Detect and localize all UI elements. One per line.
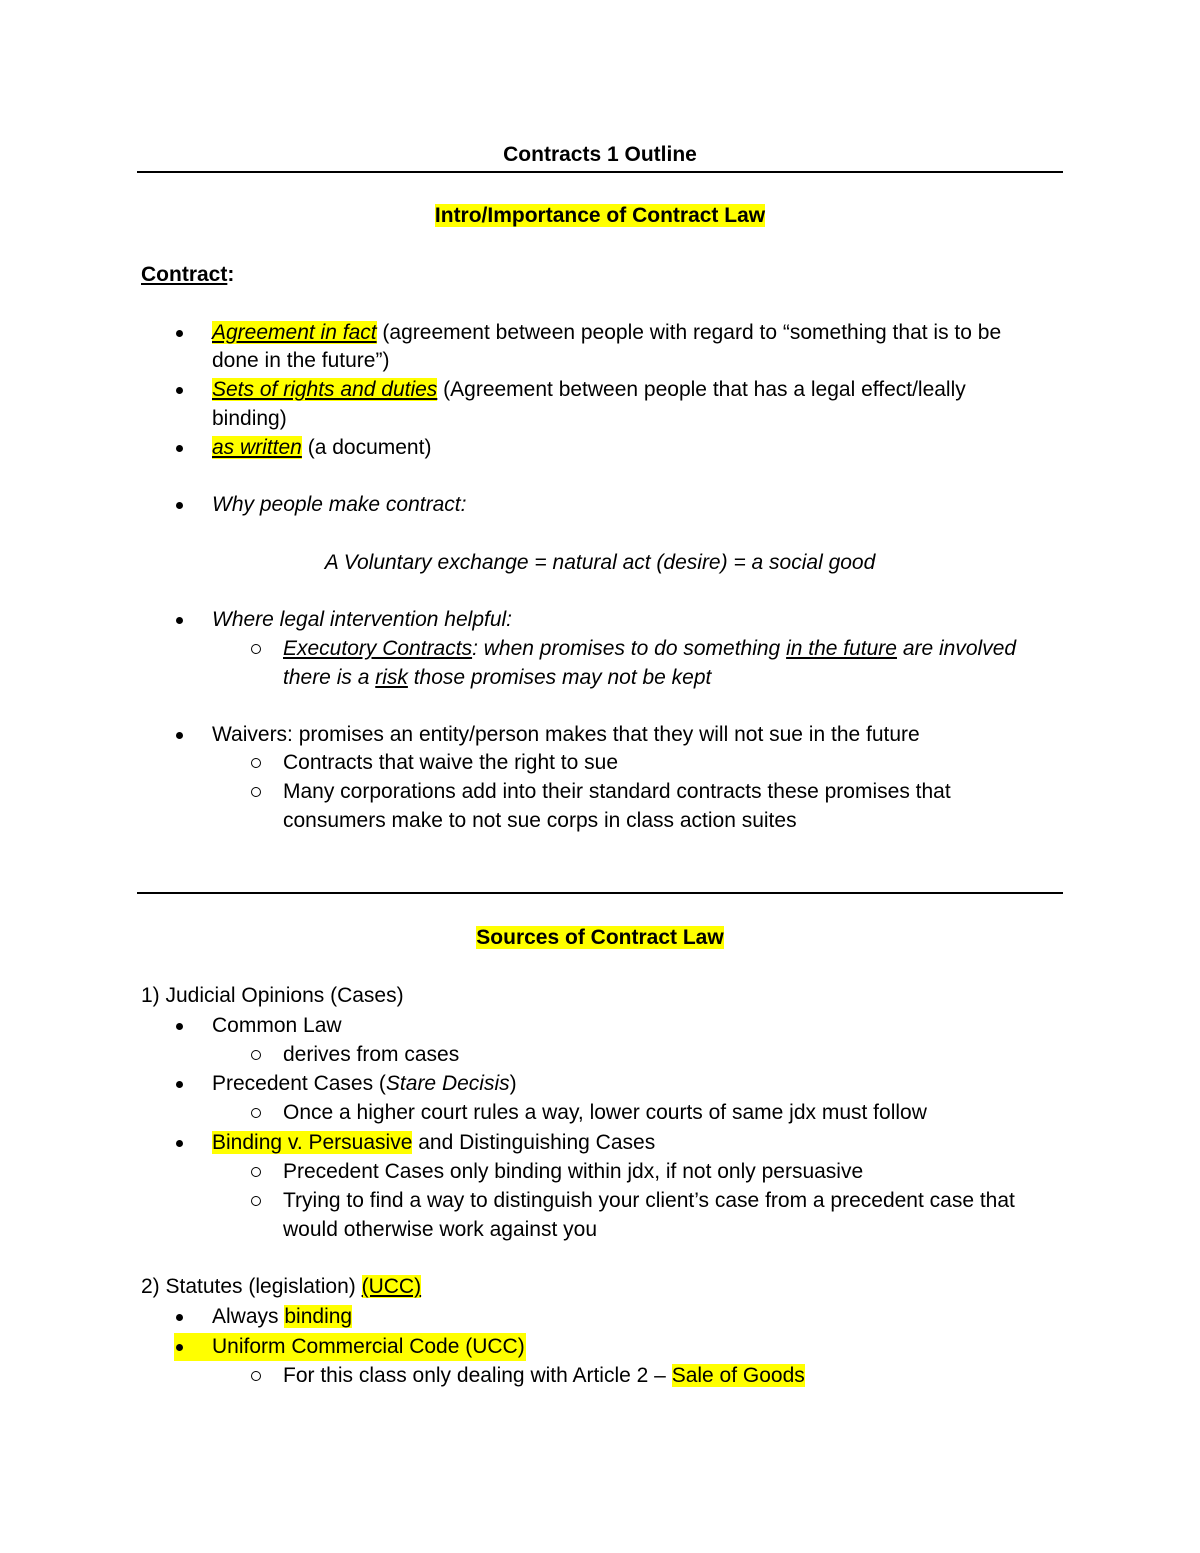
list-item: Agreement in fact (agreement between people with regard to “something that is to be bbox=[212, 321, 1002, 344]
sub-heading-statutes: 2) Statutes (legislation) (UCC) bbox=[141, 1275, 422, 1298]
sub-bullet-icon bbox=[251, 1041, 261, 1069]
list-item: Binding v. Persuasive and Distinguishing Cases bbox=[212, 1131, 656, 1154]
bullet-icon bbox=[174, 319, 184, 347]
sub-bullet-icon bbox=[251, 1187, 261, 1215]
list-item: as written (a document) bbox=[212, 436, 432, 459]
contract-label: Contract: bbox=[141, 263, 235, 286]
list-item: Why people make contract: bbox=[212, 493, 467, 516]
bullet-icon bbox=[174, 1333, 184, 1361]
bullet-icon bbox=[174, 1129, 184, 1157]
sub-list-item: Once a higher court rules a way, lower courts of same jdx must follow bbox=[283, 1101, 927, 1124]
bullet-icon bbox=[174, 434, 184, 462]
list-item-cont: done in the future”) bbox=[212, 349, 390, 372]
sub-bullet-icon bbox=[251, 1158, 261, 1186]
bullet-icon bbox=[174, 491, 184, 519]
sub-list-item-cont: would otherwise work against you bbox=[283, 1218, 597, 1241]
sub-bullet-icon bbox=[251, 635, 261, 663]
sub-list-item: Trying to find a way to distinguish your client’s case from a precedent case that bbox=[283, 1189, 1015, 1212]
sub-list-item: Contracts that waive the right to sue bbox=[283, 751, 619, 774]
list-item: Waivers: promises an entity/person makes that they will not sue in the future bbox=[212, 723, 920, 746]
sub-heading-judicial: 1) Judicial Opinions (Cases) bbox=[141, 984, 404, 1007]
sub-bullet-icon bbox=[251, 749, 261, 777]
section-heading-sources: Sources of Contract Law bbox=[476, 926, 724, 949]
section-heading-intro: Intro/Importance of Contract Law bbox=[434, 204, 766, 227]
sub-list-item: Executory Contracts: when promises to do something in the future are involved bbox=[283, 637, 1017, 660]
list-item-cont: binding) bbox=[212, 407, 287, 430]
list-item: Common Law bbox=[212, 1014, 342, 1037]
sub-bullet-icon bbox=[251, 778, 261, 806]
sub-list-item-cont: there is a risk those promises may not be kept bbox=[283, 666, 712, 689]
sub-bullet-icon bbox=[251, 1099, 261, 1127]
sub-list-item: Many corporations add into their standard contracts these promises that bbox=[283, 780, 951, 803]
bullet-icon bbox=[174, 1303, 184, 1331]
sub-list-item: derives from cases bbox=[283, 1043, 460, 1066]
sub-list-item: For this class only dealing with Article 2 – Sale of Goods bbox=[283, 1364, 805, 1387]
bullet-icon bbox=[174, 606, 184, 634]
list-item: Always binding bbox=[212, 1305, 353, 1328]
divider-top bbox=[137, 171, 1063, 173]
bullet-icon bbox=[174, 376, 184, 404]
divider-middle bbox=[137, 892, 1063, 894]
bullet-icon bbox=[174, 721, 184, 749]
bullet-icon bbox=[174, 1070, 184, 1098]
list-item: Uniform Commercial Code (UCC) bbox=[212, 1335, 525, 1358]
sub-list-item-cont: consumers make to not sue corps in class action suites bbox=[283, 809, 797, 832]
bullet-icon bbox=[174, 1012, 184, 1040]
sub-bullet-icon bbox=[251, 1362, 261, 1390]
list-item: Sets of rights and duties (Agreement between people that has a legal effect/leally bbox=[212, 378, 966, 401]
list-item: Precedent Cases (Stare Decisis) bbox=[212, 1072, 517, 1095]
equation-text: A Voluntary exchange = natural act (desire) = a social good bbox=[324, 551, 876, 574]
sub-list-item: Precedent Cases only binding within jdx, if not only persuasive bbox=[283, 1160, 864, 1183]
page-title: Contracts 1 Outline bbox=[503, 143, 697, 166]
list-item: Where legal intervention helpful: bbox=[212, 608, 513, 631]
